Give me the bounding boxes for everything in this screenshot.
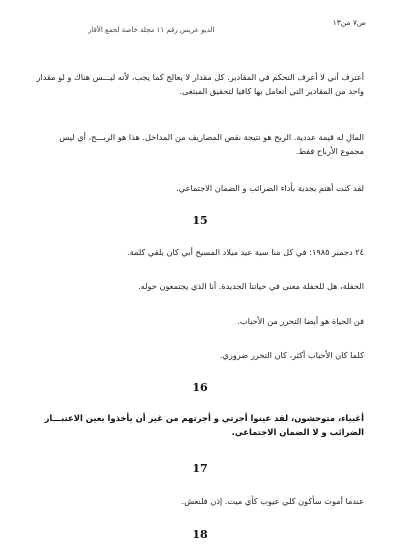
paragraph-christmas: ٢٤ دجمبر ١٩٨٥: في كل منا سية عيد ميلاد المسيح أبي كان يلقي كلمة. xyxy=(126,247,364,257)
paragraph-art-of-living: فن الحياة هو أيضا التحرر من الأحباب. xyxy=(237,316,364,326)
paragraph-measures: أعترف أني لا أعرف التحكم في المقادير. كل مقدار لا يعالج كما يجب، لأنه ليـــس هناك و لو مقدار واحد من المقادير التي أتعامل بها كافيا لتحقيق المبتغى. xyxy=(36,72,364,96)
section-heading-16: 16 xyxy=(192,381,208,394)
page-header xyxy=(50,18,366,34)
paragraph-death: عندما أموت سأكون كلي عيوب كأي ميت. إذن فلنعش. xyxy=(181,496,364,506)
journal-title: الديو عريس رقم ١١ مجلة خاصة لجمع الأقار xyxy=(88,26,215,34)
paragraph-taxes: لقد كنت أهتم بجدية بأداء الضرائب و الضمان الاجتماعي. xyxy=(176,183,364,193)
paragraph-wages: أغبياء، متوحشون، لقد عينوا أجرتي و أجرتهم من غير أن يأخذوا بعين الاعتبـــار الضرائب و لا الضمان الاجتماعي. xyxy=(44,413,364,437)
paragraph-party: الحفلة، هل للحفلة معنى في حياتنا الجديدة. أنا الذي يجتمعون حوله. xyxy=(138,281,364,291)
paragraph-liberation: كلما كان الأحباب أكثر، كان التحرر ضروري. xyxy=(219,350,364,360)
section-heading-18: 18 xyxy=(192,528,208,541)
page-number: ص٧ من١٣ xyxy=(332,18,366,27)
section-heading-17: 17 xyxy=(192,462,208,475)
paragraph-profit: المال له قيمة عددية. الربح هو نتيجة نقص المصاريف من المداخل. هذا هو الربـــح، أي ليس مجموع الأرباح فقط. xyxy=(59,132,364,156)
section-heading-15: 15 xyxy=(192,214,208,227)
